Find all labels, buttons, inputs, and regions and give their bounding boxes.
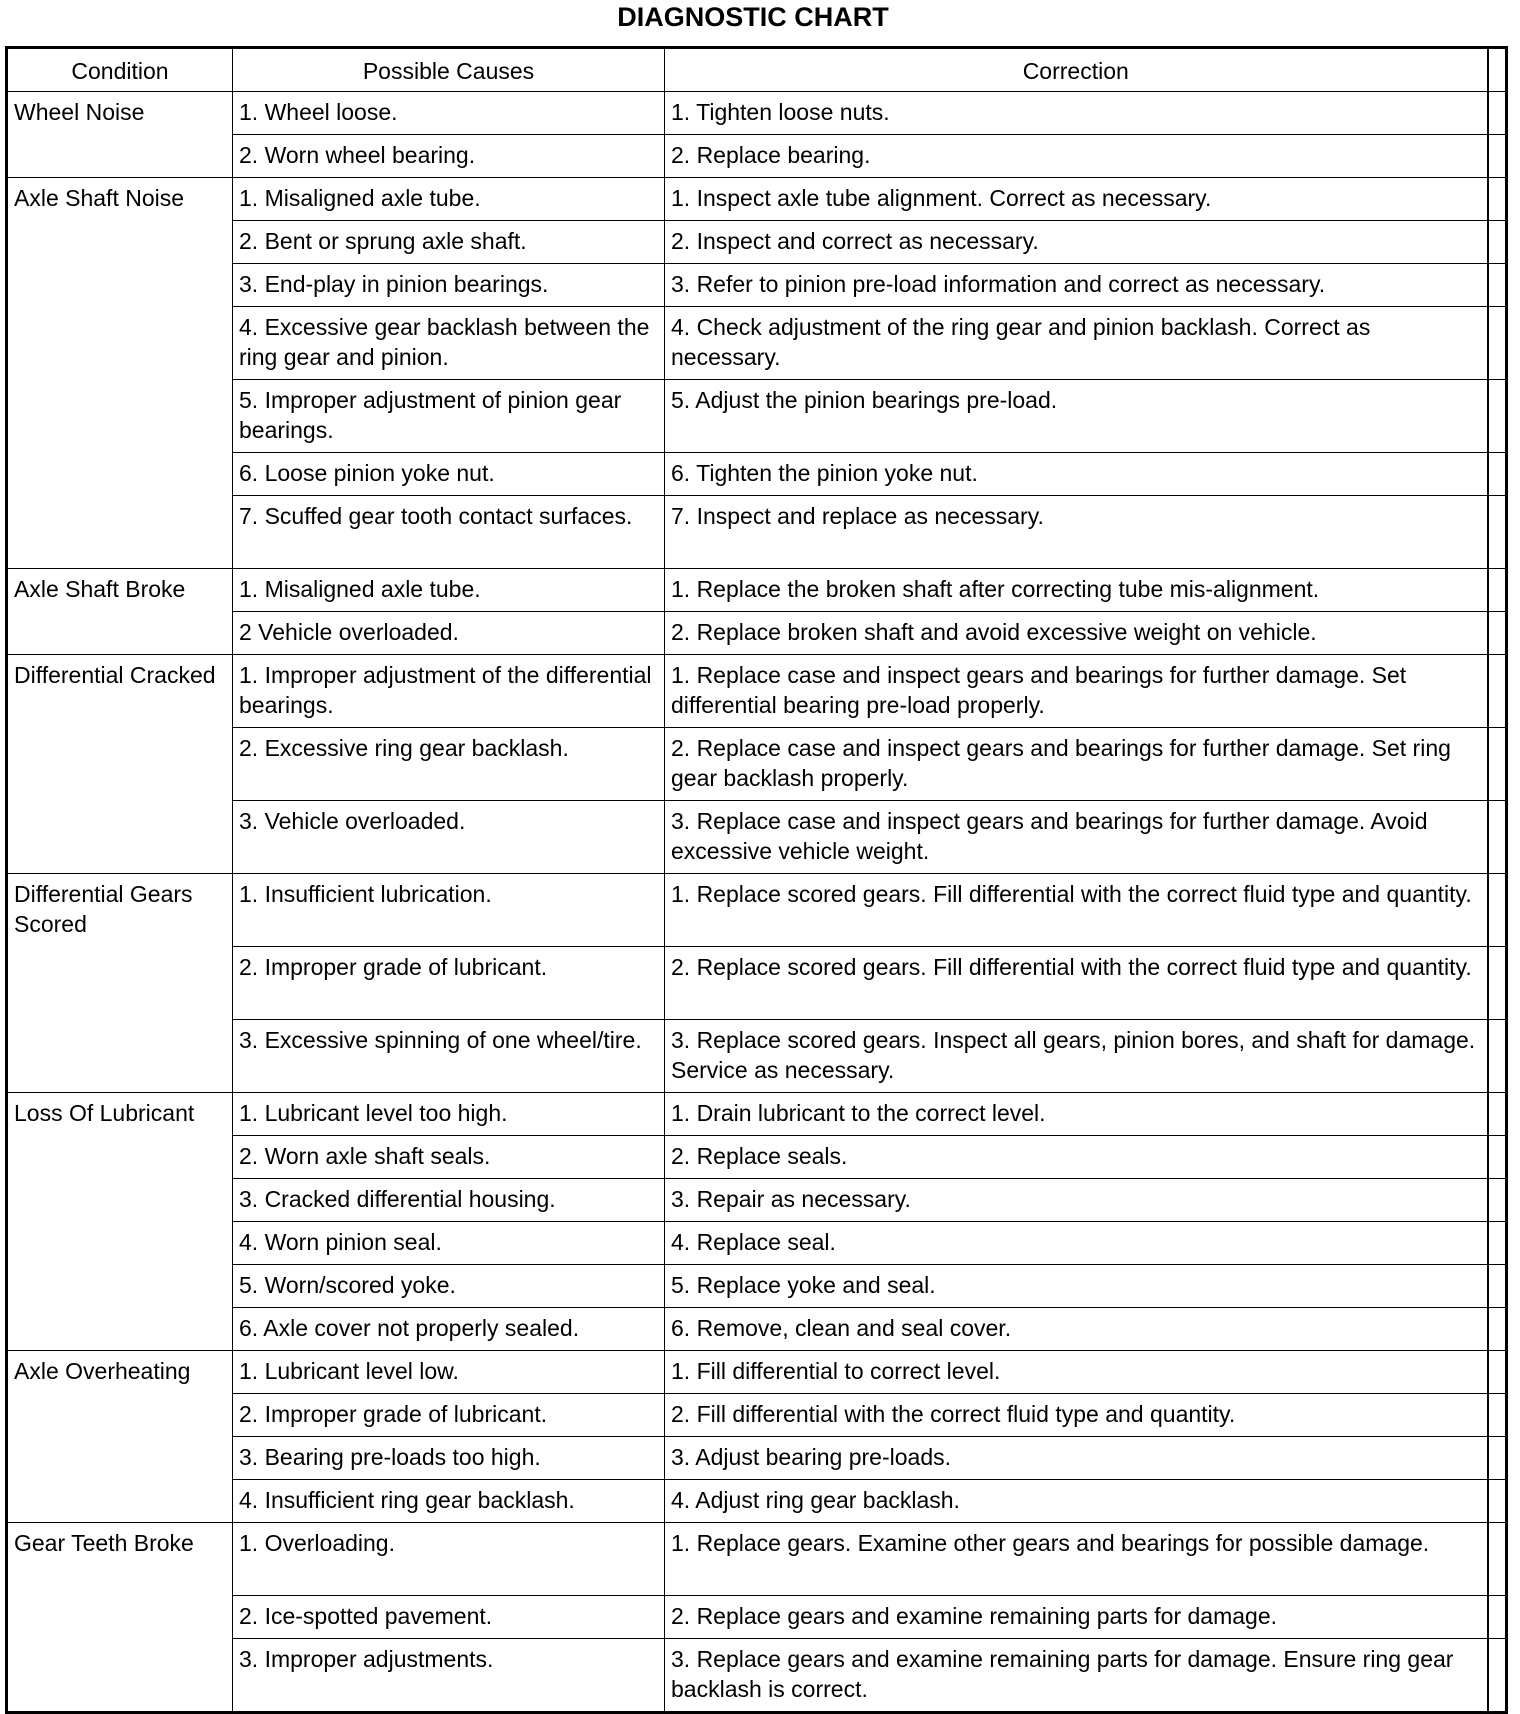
cause-cell: 7. Scuffed gear tooth contact surfaces. [233, 496, 665, 569]
condition-cell: Gear Teeth Broke [7, 1523, 233, 1713]
correction-cell: 2. Replace case and inspect gears and bearings for further damage. Set ring gear backlash properly. [665, 728, 1488, 801]
condition-cell: Axle Shaft Noise [7, 178, 233, 569]
table-row [7, 874, 1507, 947]
table-row [7, 655, 1507, 728]
cause-cell: 3. Improper adjustments. [233, 1639, 665, 1713]
spacer-cell [1488, 264, 1507, 307]
correction-cell: 4. Check adjustment of the ring gear and pinion backlash. Correct as necessary. [665, 307, 1488, 380]
spacer-cell [1488, 453, 1507, 496]
header-possible-causes: Possible Causes [233, 48, 665, 92]
correction-cell: 2. Replace scored gears. Fill differential with the correct fluid type and quantity. [665, 947, 1488, 1020]
correction-cell: 3. Replace case and inspect gears and bearings for further damage. Avoid excessive vehicle weight. [665, 801, 1488, 874]
cause-cell: 1. Improper adjustment of the differential bearings. [233, 655, 665, 728]
correction-cell: 1. Inspect axle tube alignment. Correct as necessary. [665, 178, 1488, 221]
correction-cell: 3. Repair as necessary. [665, 1179, 1488, 1222]
header-correction: Correction [665, 48, 1488, 92]
cause-cell: 3. Vehicle overloaded. [233, 801, 665, 874]
spacer-cell [1488, 307, 1507, 380]
correction-cell: 6. Remove, clean and seal cover. [665, 1308, 1488, 1351]
correction-cell: 5. Replace yoke and seal. [665, 1265, 1488, 1308]
correction-cell: 1. Replace the broken shaft after correcting tube mis-alignment. [665, 569, 1488, 612]
chart-title: DIAGNOSTIC CHART [617, 2, 889, 32]
condition-cell: Axle Shaft Broke [7, 569, 233, 655]
cause-cell: 6. Loose pinion yoke nut. [233, 453, 665, 496]
cause-cell: 2. Bent or sprung axle shaft. [233, 221, 665, 264]
condition-cell: Loss Of Lubricant [7, 1093, 233, 1351]
spacer-cell [1488, 496, 1507, 569]
spacer-cell [1488, 1351, 1507, 1394]
spacer-cell [1488, 874, 1507, 947]
correction-cell: 3. Replace gears and examine remaining parts for damage. Ensure ring gear backlash is correct. [665, 1639, 1488, 1713]
table-row [7, 569, 1507, 612]
spacer-cell [1488, 1020, 1507, 1093]
correction-cell: 1. Fill differential to correct level. [665, 1351, 1488, 1394]
spacer-cell [1488, 1179, 1507, 1222]
cause-cell: 3. Excessive spinning of one wheel/tire. [233, 1020, 665, 1093]
cause-cell: 2 Vehicle overloaded. [233, 612, 665, 655]
cause-cell: 1. Insufficient lubrication. [233, 874, 665, 947]
table-row [7, 178, 1507, 221]
cause-cell: 1. Lubricant level too high. [233, 1093, 665, 1136]
cause-cell: 2. Excessive ring gear backlash. [233, 728, 665, 801]
correction-cell: 2. Replace gears and examine remaining parts for damage. [665, 1596, 1488, 1639]
cause-cell: 4. Worn pinion seal. [233, 1222, 665, 1265]
header-condition: Condition [7, 48, 233, 92]
condition-cell: Differential Cracked [7, 655, 233, 874]
spacer-cell [1488, 655, 1507, 728]
spacer-cell [1488, 92, 1507, 135]
correction-cell: 1. Tighten loose nuts. [665, 92, 1488, 135]
table-row [7, 92, 1507, 135]
correction-cell: 1. Drain lubricant to the correct level. [665, 1093, 1488, 1136]
correction-cell: 2. Replace seals. [665, 1136, 1488, 1179]
correction-cell: 4. Adjust ring gear backlash. [665, 1480, 1488, 1523]
correction-cell: 2. Replace broken shaft and avoid excessive weight on vehicle. [665, 612, 1488, 655]
spacer-cell [1488, 728, 1507, 801]
correction-cell: 7. Inspect and replace as necessary. [665, 496, 1488, 569]
spacer-cell [1488, 1093, 1507, 1136]
cause-cell: 6. Axle cover not properly sealed. [233, 1308, 665, 1351]
correction-cell: 3. Refer to pinion pre-load information and correct as necessary. [665, 264, 1488, 307]
spacer-cell [1488, 1480, 1507, 1523]
spacer-cell [1488, 221, 1507, 264]
cause-cell: 3. Cracked differential housing. [233, 1179, 665, 1222]
spacer-cell [1488, 612, 1507, 655]
cause-cell: 1. Misaligned axle tube. [233, 178, 665, 221]
correction-cell: 2. Replace bearing. [665, 135, 1488, 178]
spacer-cell [1488, 380, 1507, 453]
table-body [7, 92, 1507, 1713]
cause-cell: 5. Worn/scored yoke. [233, 1265, 665, 1308]
spacer-cell [1488, 1394, 1507, 1437]
spacer-cell [1488, 1265, 1507, 1308]
spacer-cell [1488, 947, 1507, 1020]
spacer-cell [1488, 1222, 1507, 1265]
cause-cell: 1. Overloading. [233, 1523, 665, 1596]
spacer-cell [1488, 1136, 1507, 1179]
spacer-cell [1488, 801, 1507, 874]
spacer-cell [1488, 178, 1507, 221]
spacer-cell [1488, 1437, 1507, 1480]
cause-cell: 2. Ice-spotted pavement. [233, 1596, 665, 1639]
spacer-cell [1488, 569, 1507, 612]
spacer-cell [1488, 1523, 1507, 1596]
header-row [7, 48, 1507, 92]
cause-cell: 4. Excessive gear backlash between the ring gear and pinion. [233, 307, 665, 380]
cause-cell: 2. Improper grade of lubricant. [233, 1394, 665, 1437]
correction-cell: 1. Replace case and inspect gears and bearings for further damage. Set differential bearing pre-load properly. [665, 655, 1488, 728]
table-row [7, 1523, 1507, 1596]
header-spacer [1488, 48, 1507, 92]
cause-cell: 1. Misaligned axle tube. [233, 569, 665, 612]
spacer-cell [1488, 1639, 1507, 1713]
cause-cell: 2. Worn axle shaft seals. [233, 1136, 665, 1179]
correction-cell: 5. Adjust the pinion bearings pre-load. [665, 380, 1488, 453]
cause-cell: 1. Lubricant level low. [233, 1351, 665, 1394]
correction-cell: 2. Inspect and correct as necessary. [665, 221, 1488, 264]
cause-cell: 5. Improper adjustment of pinion gear bearings. [233, 380, 665, 453]
cause-cell: 3. End-play in pinion bearings. [233, 264, 665, 307]
condition-cell: Wheel Noise [7, 92, 233, 178]
spacer-cell [1488, 1308, 1507, 1351]
cause-cell: 1. Wheel loose. [233, 92, 665, 135]
cause-cell: 2. Worn wheel bearing. [233, 135, 665, 178]
spacer-cell [1488, 1596, 1507, 1639]
correction-cell: 1. Replace gears. Examine other gears and bearings for possible damage. [665, 1523, 1488, 1596]
correction-cell: 6. Tighten the pinion yoke nut. [665, 453, 1488, 496]
cause-cell: 4. Insufficient ring gear backlash. [233, 1480, 665, 1523]
spacer-cell [1488, 135, 1507, 178]
correction-cell: 3. Adjust bearing pre-loads. [665, 1437, 1488, 1480]
cause-cell: 2. Improper grade of lubricant. [233, 947, 665, 1020]
correction-cell: 1. Replace scored gears. Fill differential with the correct fluid type and quantity. [665, 874, 1488, 947]
condition-cell: Axle Overheating [7, 1351, 233, 1523]
table-row [7, 1351, 1507, 1394]
correction-cell: 2. Fill differential with the correct fluid type and quantity. [665, 1394, 1488, 1437]
cause-cell: 3. Bearing pre-loads too high. [233, 1437, 665, 1480]
table-row [7, 1093, 1507, 1136]
correction-cell: 4. Replace seal. [665, 1222, 1488, 1265]
correction-cell: 3. Replace scored gears. Inspect all gears, pinion bores, and shaft for damage. Service as necessary. [665, 1020, 1488, 1093]
diagnostic-table [5, 46, 1508, 1714]
condition-cell: Differential Gears Scored [7, 874, 233, 1093]
